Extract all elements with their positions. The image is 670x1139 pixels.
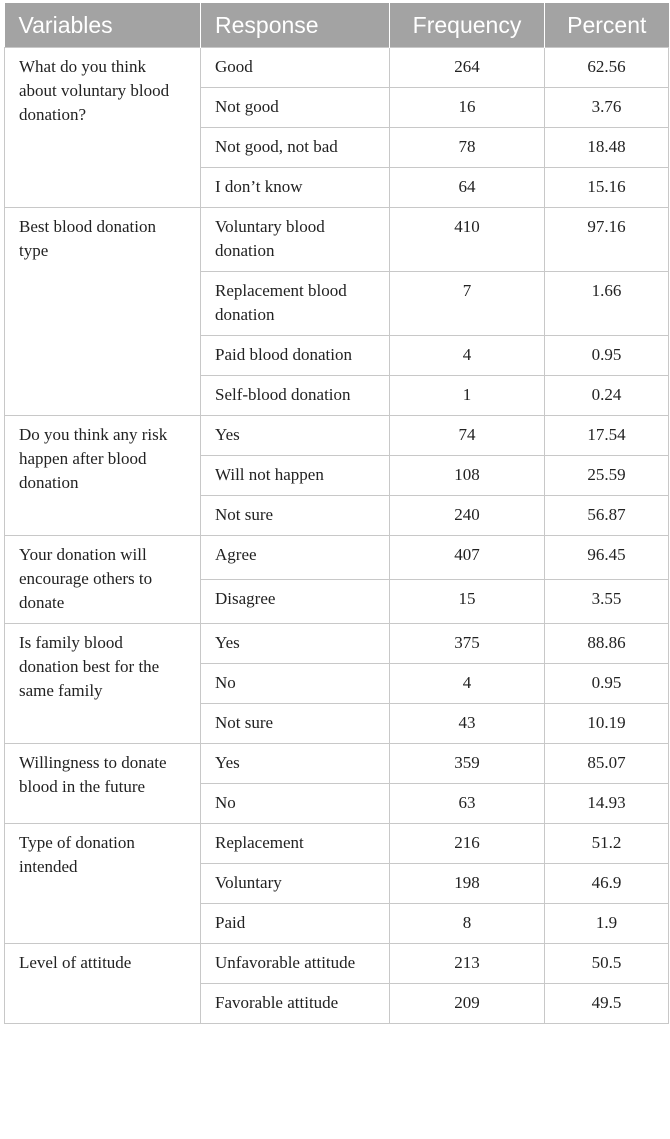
response-cell: Not good xyxy=(201,88,390,128)
percent-cell: 18.48 xyxy=(545,128,669,168)
frequency-cell: 209 xyxy=(390,984,545,1024)
frequency-cell: 43 xyxy=(390,704,545,744)
percent-cell: 25.59 xyxy=(545,456,669,496)
variable-cell: Do you think any risk happen after blood donation xyxy=(5,416,201,536)
table-row xyxy=(5,48,669,88)
table-row xyxy=(5,624,669,664)
variable-cell: Willingness to donate blood in the future xyxy=(5,744,201,824)
response-cell: Replacement blood donation xyxy=(201,272,390,336)
frequency-cell: 63 xyxy=(390,784,545,824)
header-response: Response xyxy=(201,3,390,48)
frequency-cell: 8 xyxy=(390,904,545,944)
variable-cell: Level of attitude xyxy=(5,944,201,1024)
response-cell: Voluntary blood donation xyxy=(201,208,390,272)
frequency-cell: 4 xyxy=(390,664,545,704)
percent-cell: 85.07 xyxy=(545,744,669,784)
table-row xyxy=(5,536,669,580)
frequency-cell: 4 xyxy=(390,336,545,376)
frequency-cell: 240 xyxy=(390,496,545,536)
response-cell: Favorable attitude xyxy=(201,984,390,1024)
header-row xyxy=(5,3,669,48)
table-header xyxy=(5,3,669,48)
response-cell: Replacement xyxy=(201,824,390,864)
variable-cell: Your donation will encourage others to donate xyxy=(5,536,201,624)
percent-cell: 1.9 xyxy=(545,904,669,944)
header-variables: Variables xyxy=(5,3,201,48)
percent-cell: 15.16 xyxy=(545,168,669,208)
frequency-cell: 108 xyxy=(390,456,545,496)
response-cell: Not good, not bad xyxy=(201,128,390,168)
percent-cell: 14.93 xyxy=(545,784,669,824)
table-row xyxy=(5,944,669,984)
frequency-cell: 1 xyxy=(390,376,545,416)
frequency-cell: 375 xyxy=(390,624,545,664)
percent-cell: 62.56 xyxy=(545,48,669,88)
percent-cell: 0.95 xyxy=(545,336,669,376)
frequency-cell: 7 xyxy=(390,272,545,336)
frequency-cell: 198 xyxy=(390,864,545,904)
percent-cell: 0.24 xyxy=(545,376,669,416)
response-cell: Yes xyxy=(201,416,390,456)
response-cell: Unfavorable attitude xyxy=(201,944,390,984)
frequency-cell: 64 xyxy=(390,168,545,208)
response-cell: Agree xyxy=(201,536,390,580)
response-cell: No xyxy=(201,664,390,704)
percent-cell: 3.76 xyxy=(545,88,669,128)
response-cell: Self-blood donation xyxy=(201,376,390,416)
response-cell: Good xyxy=(201,48,390,88)
response-cell: Voluntary xyxy=(201,864,390,904)
frequency-cell: 74 xyxy=(390,416,545,456)
attitude-table xyxy=(4,3,669,1024)
percent-cell: 88.86 xyxy=(545,624,669,664)
table-row xyxy=(5,416,669,456)
variable-cell: What do you think about voluntary blood donation? xyxy=(5,48,201,208)
frequency-cell: 264 xyxy=(390,48,545,88)
frequency-cell: 359 xyxy=(390,744,545,784)
response-cell: Paid blood donation xyxy=(201,336,390,376)
response-cell: Disagree xyxy=(201,580,390,624)
response-cell: Will not happen xyxy=(201,456,390,496)
response-cell: Yes xyxy=(201,744,390,784)
frequency-cell: 78 xyxy=(390,128,545,168)
frequency-cell: 213 xyxy=(390,944,545,984)
percent-cell: 0.95 xyxy=(545,664,669,704)
response-cell: Yes xyxy=(201,624,390,664)
response-cell: I don’t know xyxy=(201,168,390,208)
variable-cell: Type of donation intended xyxy=(5,824,201,944)
percent-cell: 50.5 xyxy=(545,944,669,984)
frequency-cell: 410 xyxy=(390,208,545,272)
variable-cell: Is family blood donation best for the same family xyxy=(5,624,201,744)
percent-cell: 49.5 xyxy=(545,984,669,1024)
table-row xyxy=(5,208,669,272)
variable-cell: Best blood donation type xyxy=(5,208,201,416)
percent-cell: 17.54 xyxy=(545,416,669,456)
header-percent: Percent xyxy=(545,3,669,48)
percent-cell: 1.66 xyxy=(545,272,669,336)
percent-cell: 96.45 xyxy=(545,536,669,580)
table-row xyxy=(5,824,669,864)
table-row xyxy=(5,744,669,784)
response-cell: Paid xyxy=(201,904,390,944)
response-cell: No xyxy=(201,784,390,824)
percent-cell: 10.19 xyxy=(545,704,669,744)
percent-cell: 56.87 xyxy=(545,496,669,536)
percent-cell: 3.55 xyxy=(545,580,669,624)
percent-cell: 46.9 xyxy=(545,864,669,904)
frequency-cell: 16 xyxy=(390,88,545,128)
percent-cell: 97.16 xyxy=(545,208,669,272)
response-cell: Not sure xyxy=(201,496,390,536)
response-cell: Not sure xyxy=(201,704,390,744)
frequency-cell: 216 xyxy=(390,824,545,864)
percent-cell: 51.2 xyxy=(545,824,669,864)
header-frequency: Frequency xyxy=(390,3,545,48)
frequency-cell: 407 xyxy=(390,536,545,580)
frequency-cell: 15 xyxy=(390,580,545,624)
table-body xyxy=(5,48,669,1024)
